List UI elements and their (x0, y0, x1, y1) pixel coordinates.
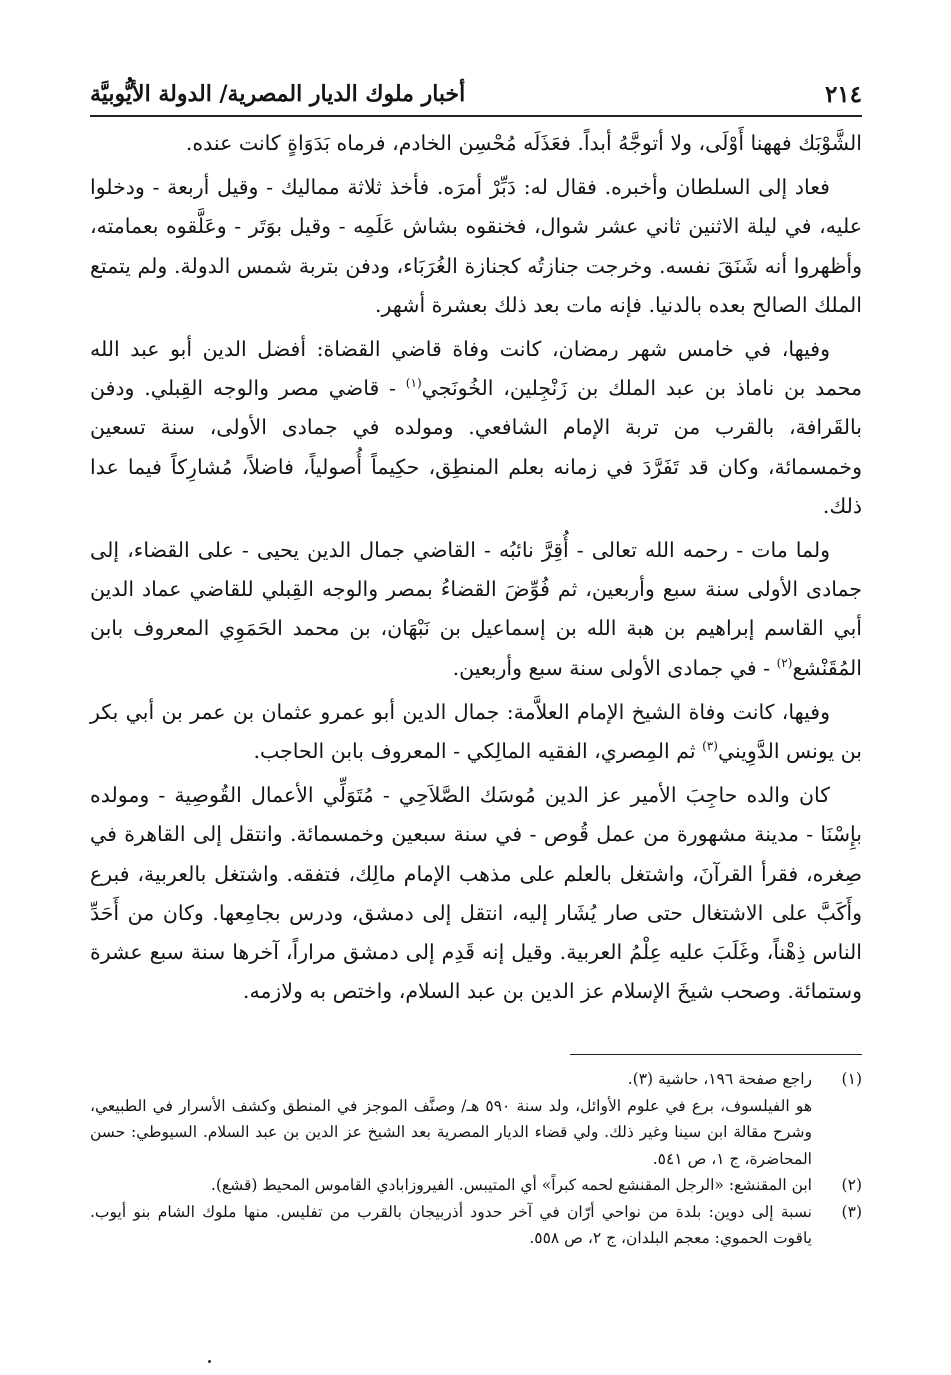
footnote-ref[interactable]: (٢) (776, 655, 793, 670)
running-title: أخبار ملوك الديار المصرية/ الدولة الأيُّوبيَّة (90, 81, 466, 107)
page-number: ٢١٤ (824, 80, 862, 108)
footnote (90, 1066, 862, 1172)
footnote-marker: (٢) (841, 1176, 862, 1194)
paragraph: كان والده حاجِبَ الأمير عز الدين مُوسَك الصَّلاَحِي - مُتَوَلِّي الأعمال القُوصِية - ومولده بإِسْنَا - مدينة مشهورة من عمل قُوص - في سنة سبعين وخمسمائة. وانتقل إلى القاهرة في صِغره، فقرأ القرآنَ، واشتغل بالعلم على مذهب الإمام مالِك، فتفقه. واشتغل بالعربية، فبرع وأَكَبَّ على الاشتغال حتى صار يُشَار إليه، انتقل إلى دمشق، ودرس بجامِعها. وكان من أَحَدِّ الناس ذِهْناً، وغَلَبَ عليه عِلْمُ العربية. وقيل إنه قَدِم إلى دمشق مراراً، آخرها سنة سبع عشرة وستمائة. وصحب شيخَ الإسلام عز الدين بن عبد السلام، واختص به ولازمه. (90, 783, 862, 1004)
paragraph-text: - في جمادى الأولى سنة سبع وأربعين. (452, 655, 777, 680)
scan-speck (208, 1360, 211, 1363)
footnote-line: ابن المقنشع: «الرجل المقنشع لحمه كبراً» أي المتيبس. الفيروزابادي القاموس المحيط (قشع). (210, 1176, 812, 1194)
paragraph-text: وفيها، في خامس شهر رمضان، كانت وفاة قاضي القضاة: أفضل الدين أبو عبد الله محمد بن ناماذ بن عبد الملك بن زَنْجِلين، الخُونَجي (90, 337, 862, 401)
footnote (90, 1199, 862, 1252)
paragraph: الشَّوْبَك فههنا أَوْلَى، ولا أتوجَّهُ أبداً. فعَذَلَه مُحْسِن الخادم، فرماه بَدَوَاةٍ كانت عنده. (185, 131, 862, 155)
header-rule (90, 115, 862, 117)
footnote-ref[interactable]: (١) (405, 376, 422, 391)
paragraph-text: ولما مات - رحمه الله تعالى - أُقِرَّ نائبُه - القاضي جمال الدين يحيى - على القضاء، إلى جمادى الأولى سنة سبع وأربعين، ثم فُوِّضَ القضاءُ بمصر والوجه القِبلي للقاضي عماد الدين أبي القاسم إبراهيم بن هبة الله بن إسماعيل بن نَبْهَان، بن محمد الحَمَوِي المعروف بابن المُقَنْشع (90, 538, 862, 680)
footnote-text (90, 1066, 812, 1172)
footnote (90, 1172, 862, 1199)
running-header (90, 76, 862, 112)
footnote-rule (570, 1054, 862, 1055)
paragraph (90, 693, 862, 771)
footnote-line: هو الفيلسوف، برع في علوم الأوائل، ولد سنة ٥٩٠ هـ/ وصنَّف الموجز في المنطق وكشف الأسرار في الطبيعي، وشرح مقالة ابن سينا وغير ذلك. ولي قضاء الديار المصرية بعد الشيخ عز الدين بن عبد السلام. السيوطي: حسن المحاضرة، ج ١، ص ٥٤١. (90, 1096, 812, 1168)
footnote-line: نسبة إلى دوين: بلدة من نواحي أرّان في آخر حدود أذربيجان بالقرب من تفليس. منها ملوك الشام بنو أيوب. ياقوت الحموي: معجم البلدان، ج ٢، ص ٥٥٨. (90, 1202, 812, 1247)
footnote-text (90, 1199, 812, 1252)
footnote-line: راجع صفحة ١٩٦، حاشية (٣). (627, 1070, 812, 1088)
paragraph: فعاد إلى السلطان وأخبره. فقال له: دَبِّرْ أمرَه. فأخذ ثلاثة مماليك - وقيل أربعة - ودخلوا عليه، في ليلة الاثنين ثاني عشر شوال، فخنقوه بشاش عَلَمِه - وقيل بوَتَر - وعَلَّقوه بعمامته، وأظهروا أنه شَنَقَ نفسه. وخرجت جنازتُه كجنازة الغُرَبَاء، ودفن بتربة شمس الدولة. ولم يتمتع الملك الصالح بعده بالدنيا. فإنه مات بعد ذلك بعشرة أشهر. (90, 175, 862, 317)
footnote-ref[interactable]: (٣) (702, 739, 718, 754)
footnotes (90, 1066, 862, 1252)
paragraph (90, 531, 862, 688)
footnote-text (90, 1172, 812, 1199)
main-text (90, 124, 862, 1016)
paragraph (90, 330, 862, 526)
footnote-marker: (٣) (841, 1202, 862, 1221)
footnote-marker: (١) (841, 1070, 862, 1088)
paragraph-text: ثم المِصري، الفقيه المالِكي - المعروف بابن الحاجب. (253, 739, 703, 764)
paragraph-text: - قاضي مصر والوجه القِبلي. ودفن بالقَرافة، بالقرب من تربة الإمام الشافعي. ومولده في جمادى الأولى، سنة تسعين وخمسمائة، وكان قد تَفَرَّدَ في زمانه بعلم المنطِق، حكِيماً أُصولياً، فاضلاً، مُشارِكاً فيما عدا ذلك. (90, 376, 862, 518)
paragraph-text: وفيها، كانت وفاة الشيخ الإمام العلاَّمة: جمال الدين أبو عمرو عثمان بن عمر بن أبي بكر بن يونس الدَّوِيني (90, 699, 862, 764)
